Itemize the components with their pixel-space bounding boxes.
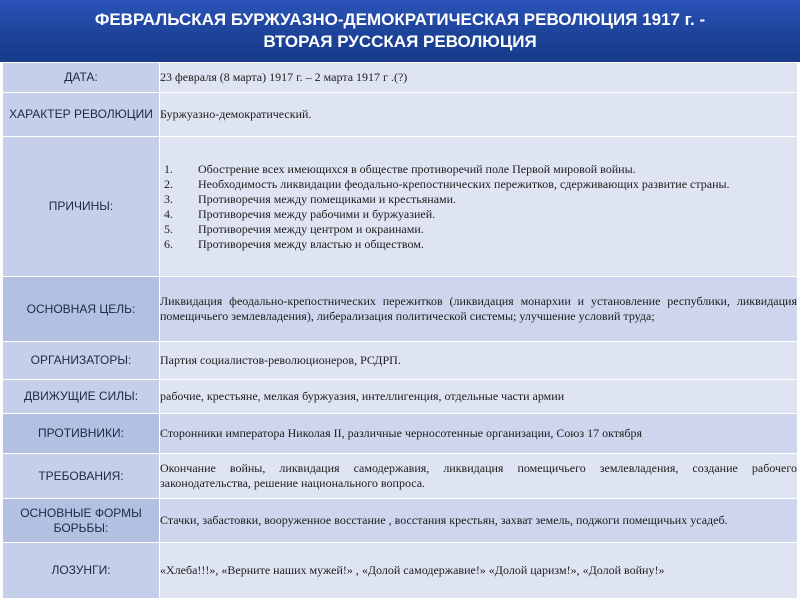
list-item-text: Обострение всех имеющихся в обществе противоречий поле Первой мировой войны. bbox=[198, 161, 636, 176]
row-opponents bbox=[3, 414, 798, 454]
title-line-1: ФЕВРАЛЬСКАЯ БУРЖУАЗНО-ДЕМОКРАТИЧЕСКАЯ РЕВОЛЮЦИЯ 1917 г. - bbox=[94, 10, 706, 29]
value-goal: Ликвидация феодально-крепостнических пережитков (ликвидация монархии и установление республики, ликвидация помещичьего землевладения), либерализация политической системы; улучшение условий труда; bbox=[160, 277, 798, 342]
row-forms bbox=[3, 499, 798, 543]
row-causes bbox=[3, 137, 798, 277]
list-item bbox=[160, 237, 797, 252]
value-slogans: «Хлеба!!!», «Верните наших мужей!» , «Долой самодержавие!» «Долой царизм!», «Долой войну!» bbox=[160, 543, 798, 599]
label-character: ХАРАКТЕР РЕВОЛЮЦИИ bbox=[3, 93, 160, 137]
row-goal bbox=[3, 277, 798, 342]
list-item bbox=[160, 177, 797, 192]
list-item-text: Необходимость ликвидации феодально-крепостнических пережитков, сдерживающих развитие страны. bbox=[198, 176, 730, 191]
value-forms: Стачки, забастовки, вооруженное восстание , восстания крестьян, захват земель, поджоги помещичьих усадеб. bbox=[160, 499, 798, 543]
label-opponents: ПРОТИВНИКИ: bbox=[3, 414, 160, 454]
label-causes: ПРИЧИНЫ: bbox=[3, 137, 160, 277]
label-date: ДАТА: bbox=[3, 63, 160, 93]
list-item-number: 2. bbox=[164, 176, 173, 191]
value-opponents: Сторонники императора Николая II, различные черносотенные организации, Союз 17 октября bbox=[160, 414, 798, 454]
list-item-text: Противоречия между помещиками и крестьянами. bbox=[198, 191, 457, 206]
causes-list bbox=[160, 162, 797, 252]
list-item bbox=[160, 162, 797, 177]
row-character bbox=[3, 93, 798, 137]
title-line-2: ВТОРАЯ РУССКАЯ РЕВОЛЮЦИЯ bbox=[263, 32, 537, 51]
list-item-number: 1. bbox=[164, 161, 173, 176]
list-item bbox=[160, 222, 797, 237]
value-date: 23 февраля (8 марта) 1917 г. – 2 марта 1917 г .(?) bbox=[160, 63, 798, 93]
row-date bbox=[3, 63, 798, 93]
row-demands bbox=[3, 454, 798, 499]
list-item-number: 5. bbox=[164, 221, 173, 236]
value-demands: Окончание войны, ликвидация самодержавия, ликвидация помещичьего землевладения, создание рабочего законодательства, решение национального вопроса. bbox=[160, 454, 798, 499]
list-item-text: Противоречия между властью и обществом. bbox=[198, 236, 424, 251]
label-goal: ОСНОВНАЯ ЦЕЛЬ: bbox=[3, 277, 160, 342]
value-character: Буржуазно-демократический. bbox=[160, 93, 798, 137]
list-item bbox=[160, 192, 797, 207]
label-demands: ТРЕБОВАНИЯ: bbox=[3, 454, 160, 499]
row-slogans bbox=[3, 543, 798, 599]
list-item-text: Противоречия между рабочими и буржуазией. bbox=[198, 206, 436, 221]
list-item-number: 3. bbox=[164, 191, 173, 206]
label-forces: ДВИЖУЩИЕ СИЛЫ: bbox=[3, 380, 160, 414]
value-forces: рабочие, крестьяне, мелкая буржуазия, интеллигенция, отдельные части армии bbox=[160, 380, 798, 414]
value-organizers: Партия социалистов-революционеров, РСДРП. bbox=[160, 342, 798, 380]
slide-title bbox=[0, 0, 800, 62]
label-organizers: ОРГАНИЗАТОРЫ: bbox=[3, 342, 160, 380]
list-item-number: 4. bbox=[164, 206, 173, 221]
value-causes bbox=[160, 137, 798, 277]
row-organizers bbox=[3, 342, 798, 380]
list-item bbox=[160, 207, 797, 222]
revolution-table bbox=[2, 62, 798, 599]
label-slogans: ЛОЗУНГИ: bbox=[3, 543, 160, 599]
row-forces bbox=[3, 380, 798, 414]
list-item-number: 6. bbox=[164, 236, 173, 251]
label-forms: ОСНОВНЫЕ ФОРМЫ БОРЬБЫ: bbox=[3, 499, 160, 543]
list-item-text: Противоречия между центром и окраинами. bbox=[198, 221, 424, 236]
